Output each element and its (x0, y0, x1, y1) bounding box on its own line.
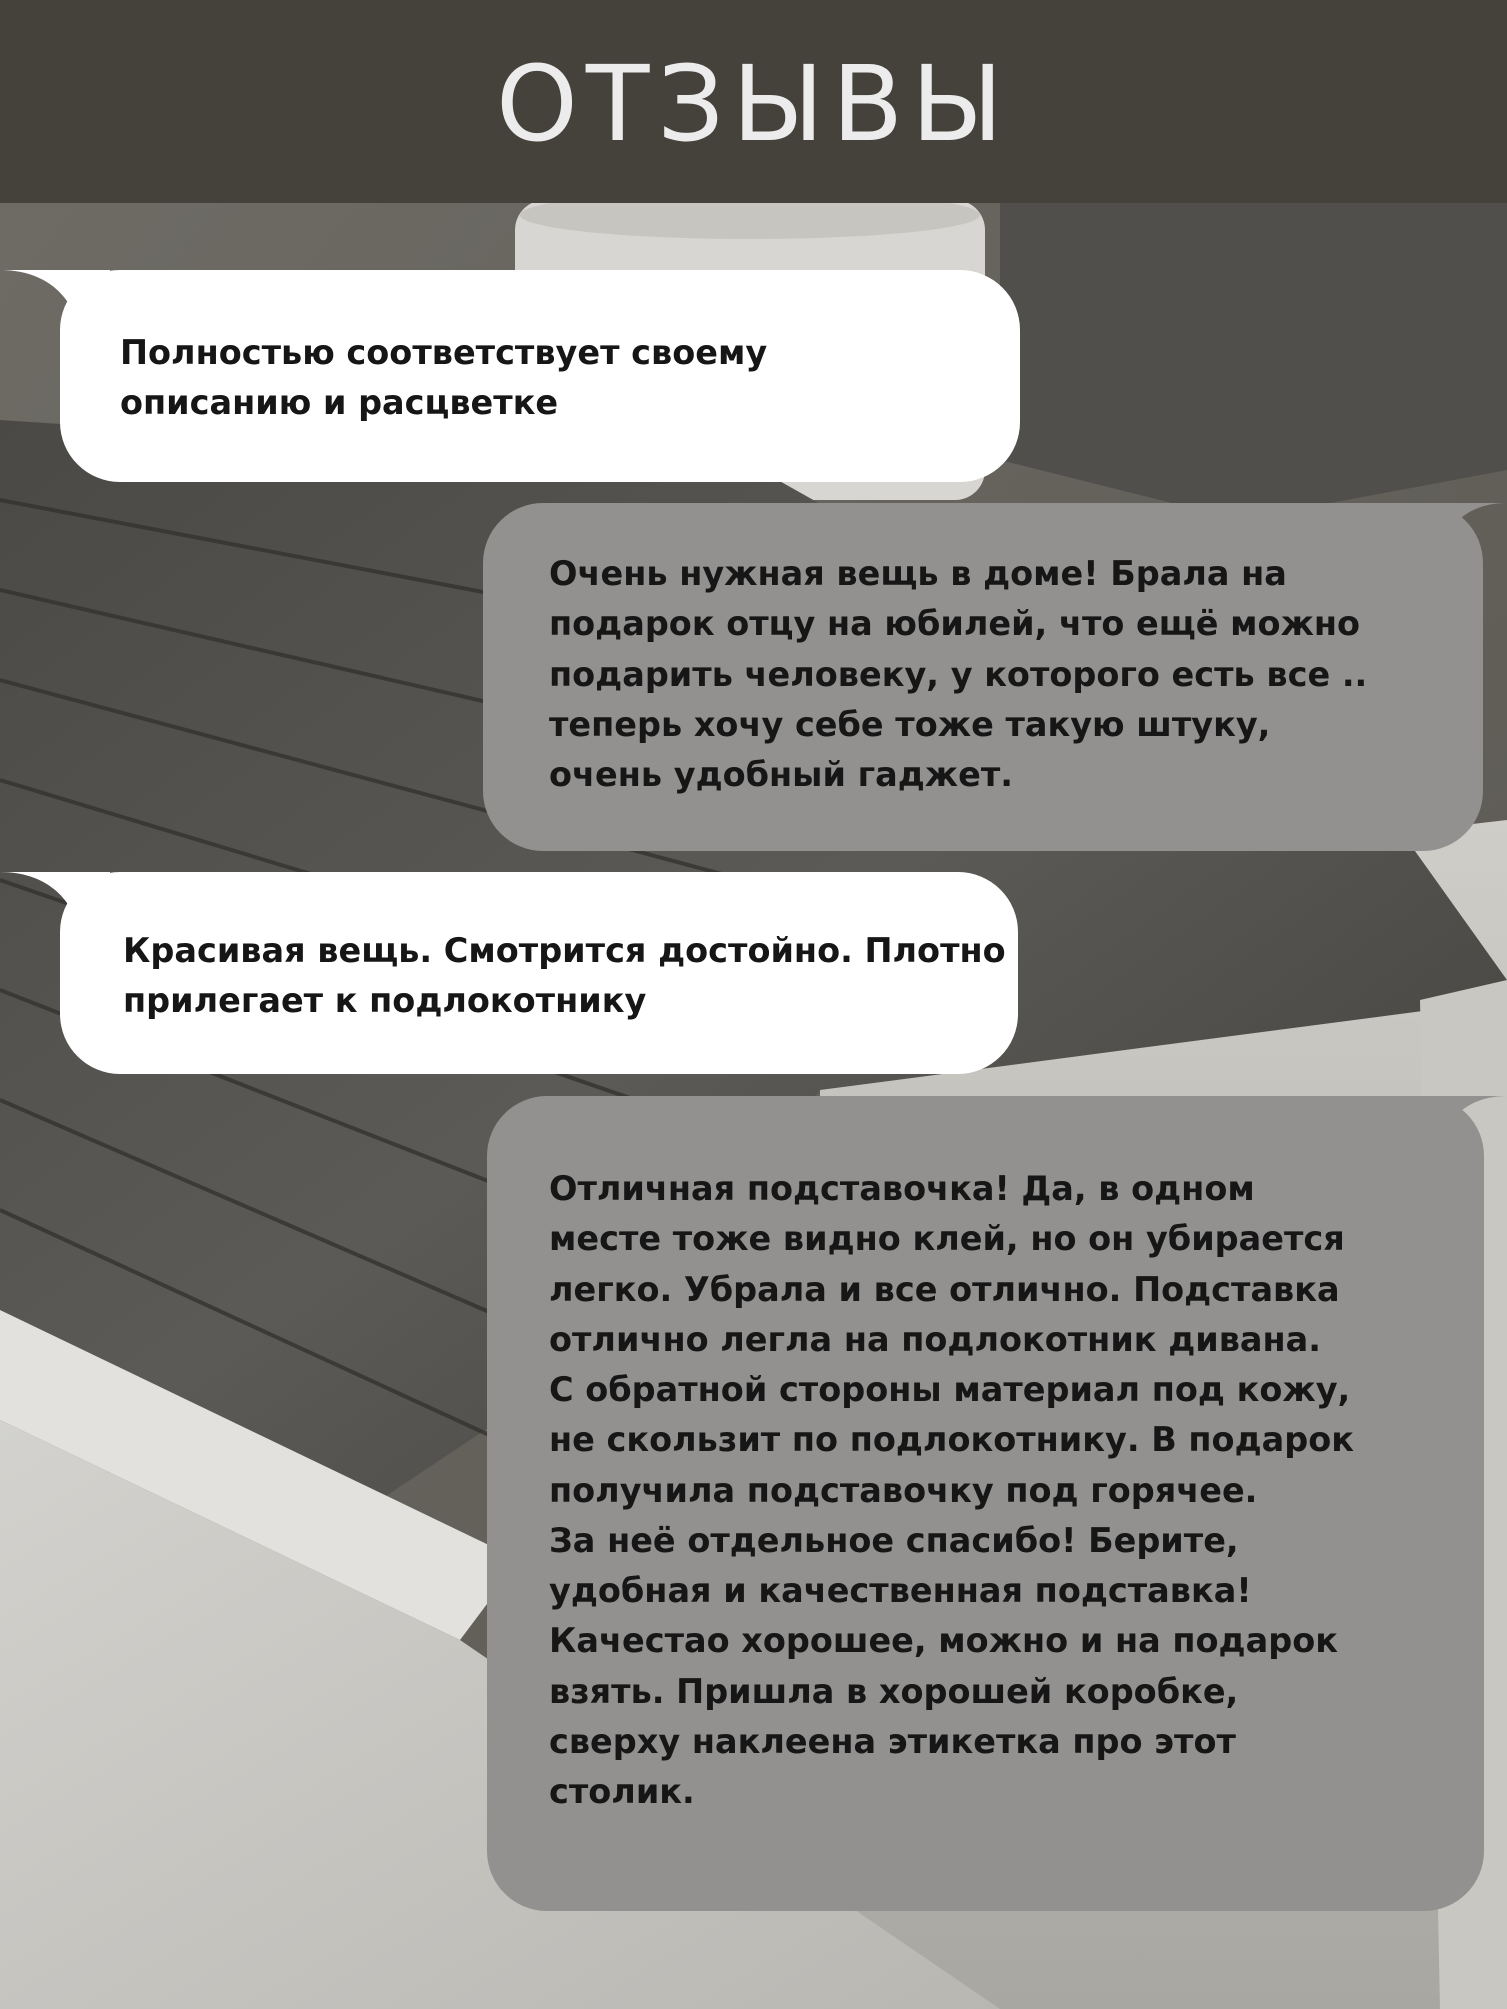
review-bubble (483, 503, 1483, 851)
review-text: Красивая вещь. Смотрится достойно. Плотно прилегает к подлокотнику (123, 931, 1006, 1021)
review-bubble (60, 872, 1018, 1074)
review-text: Полностью соответствует своему описанию и расцветке (120, 333, 768, 423)
review-bubble (487, 1096, 1484, 1911)
review-bubble (60, 270, 1020, 482)
page-title: ОТЗЫВЫ (496, 42, 1011, 165)
review-text: Очень нужная вещь в доме! Брала на подарок отцу на юбилей, что ещё можно подарить человеку, у которого есть все .. теперь хочу себе тоже такую штуку, очень удобный гаджет. (549, 554, 1368, 794)
review-text: Отличная подставочка! Да, в одном месте тоже видно клей, но он убирается легко. Убрала и все отлично. Подставка отлично легла на подлокотник дивана. С обратной стороны материал под кожу, не скользит по подлокотнику. В подарок получила подставочку под горячее. За неё отдельное спасибо! Берите, удобная и качественная подставка! Качестао хорошее, можно и на подарок взять. Пришла в хорошей коробке, сверху наклеена этикетка про этот столик. (549, 1169, 1354, 1811)
header-bar (0, 0, 1507, 203)
